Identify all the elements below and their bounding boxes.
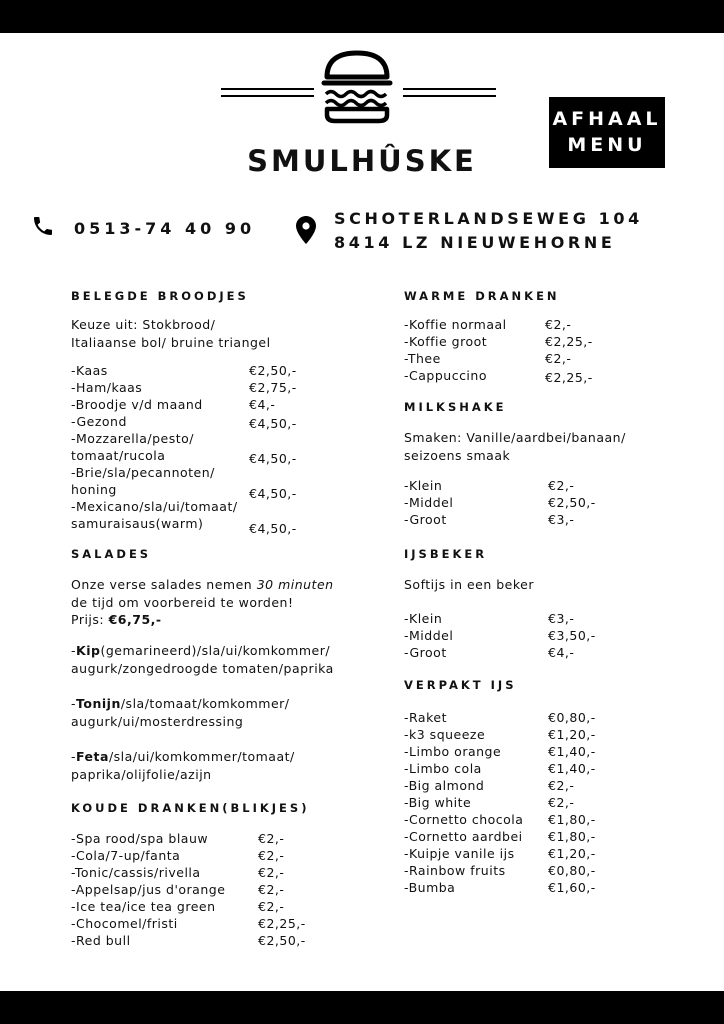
- menu-item-name: -Mexicano/sla/ui/tomaat/: [71, 499, 238, 514]
- menu-item-name: -Cornetto aardbei: [404, 829, 523, 844]
- salade-name: Kip: [76, 643, 101, 658]
- phone-number: 0513-74 40 90: [74, 219, 256, 238]
- menu-item-name: -Big almond: [404, 778, 485, 793]
- menu-item-name: -Rainbow fruits: [404, 863, 506, 878]
- menu-item-name: -Koffie normaal: [404, 317, 507, 332]
- menu-item-price: €2,-: [258, 865, 285, 880]
- menu-item-name: -Cappuccino: [404, 368, 487, 383]
- menu-item-price: €2,50,-: [548, 495, 596, 510]
- menu-item-name: -Thee: [404, 351, 441, 366]
- menu-item-price: €2,50,-: [249, 363, 297, 378]
- section-title-belegde-broodjes: BELEGDE BROODJES: [71, 289, 249, 303]
- salade-item-line-1: -Feta/sla/ui/komkommer/tomaat/: [71, 749, 295, 764]
- menu-item-price: €2,-: [258, 882, 285, 897]
- milkshake-intro: [404, 429, 626, 464]
- menu-item-price: €1,20,-: [548, 727, 596, 742]
- menu-item-price: €2,25,-: [545, 334, 593, 349]
- salades-price-line: [71, 611, 334, 629]
- menu-item-name: -Cornetto chocola: [404, 812, 524, 827]
- salade-desc: (gemarineerd)/sla/ui/komkommer/: [100, 643, 331, 658]
- menu-item-name: -Ice tea/ice tea green: [71, 899, 216, 914]
- salades-price: €6,75,-: [108, 612, 162, 627]
- menu-item-name: -Bumba: [404, 880, 456, 895]
- salade-name: Tonijn: [76, 696, 121, 711]
- menu-item-name: -Cola/7-up/fanta: [71, 848, 181, 863]
- menu-item-name: -Groot: [404, 512, 447, 527]
- menu-item-price: €3,50,-: [548, 628, 596, 643]
- menu-item-name-line-2: samuraisaus(warm): [71, 516, 204, 531]
- menu-item-price: €4,-: [548, 645, 575, 660]
- salades-intro-text: Onze verse salades nemen: [71, 577, 257, 592]
- menu-item-price: €2,-: [548, 478, 575, 493]
- salade-desc-line-2: paprika/olijfolie/azijn: [71, 766, 212, 782]
- ijsbeker-intro: Softijs in een beker: [404, 577, 534, 592]
- brand-title: SMULHÛSKE: [247, 144, 477, 178]
- phone-icon: [31, 214, 55, 238]
- salade-desc: /sla/ui/komkommer/tomaat/: [108, 749, 295, 764]
- bottom-bar: [0, 991, 724, 1024]
- section-title-salades: SALADES: [71, 547, 152, 561]
- menu-item-name: -Broodje v/d maand: [71, 397, 203, 412]
- menu-item-name: -Chocomel/fristi: [71, 916, 178, 931]
- section-title-koude-dranken: KOUDE DRANKEN(BLIKJES): [71, 801, 310, 815]
- belegde-intro: [71, 316, 271, 351]
- menu-item-price: €3,-: [548, 512, 575, 527]
- menu-item-name: -Big white: [404, 795, 472, 810]
- menu-item-name: -Middel: [404, 495, 454, 510]
- menu-item-price: €2,50,-: [258, 933, 306, 948]
- menu-item-name: -Spa rood/spa blauw: [71, 831, 209, 846]
- menu-item-name: -Mozzarella/pesto/: [71, 431, 194, 446]
- salade-item: [71, 748, 295, 783]
- menu-item-name-line-2: tomaat/rucola: [71, 448, 166, 463]
- menu-item-name: -Red bull: [71, 933, 131, 948]
- menu-item-price: €1,20,-: [548, 846, 596, 861]
- menu-item-price: €1,80,-: [548, 812, 596, 827]
- salade-desc-line-2: augurk/ui/mosterdressing: [71, 713, 244, 729]
- menu-item-price: €0,80,-: [548, 863, 596, 878]
- section-title-verpakt-ijs: VERPAKT IJS: [404, 678, 517, 692]
- salade-item: [71, 695, 290, 730]
- menu-item-price: €2,25,-: [545, 370, 593, 385]
- address: [334, 207, 643, 255]
- section-title-milkshake: MILKSHAKE: [404, 400, 507, 414]
- menu-item-price: €4,50,-: [249, 486, 297, 501]
- menu-item-price: €3,-: [548, 611, 575, 626]
- salades-price-label: Prijs:: [71, 612, 109, 627]
- menu-item-name-line-2: honing: [71, 482, 117, 497]
- menu-item-name: -Ham/kaas: [71, 380, 143, 395]
- salade-item: [71, 642, 334, 677]
- menu-item-price: €2,-: [545, 351, 572, 366]
- milkshake-intro-line-2: seizoens smaak: [404, 447, 511, 463]
- logo-line-left: [221, 88, 314, 97]
- logo-line-right: [403, 88, 496, 97]
- menu-item-price: €1,60,-: [548, 880, 596, 895]
- menu-item-name: -Limbo cola: [404, 761, 482, 776]
- menu-item-name: -Groot: [404, 645, 447, 660]
- section-title-ijsbeker: IJSBEKER: [404, 547, 488, 561]
- menu-item-name: -Klein: [404, 478, 443, 493]
- menu-item-price: €2,-: [258, 848, 285, 863]
- salades-intro-time: 30 minuten: [256, 577, 334, 592]
- menu-item-price: €2,25,-: [258, 916, 306, 931]
- menu-item-name: -k3 squeeze: [404, 727, 486, 742]
- address-line-2: 8414 LZ NIEUWEHORNE: [334, 233, 616, 252]
- menu-item-price: €1,40,-: [548, 744, 596, 759]
- menu-item-price: €4,50,-: [249, 451, 297, 466]
- menu-item-name: -Brie/sla/pecannoten/: [71, 465, 215, 480]
- menu-item-price: €2,-: [545, 317, 572, 332]
- menu-item-name: -Kuipje vanile ijs: [404, 846, 515, 861]
- menu-item-price: €1,80,-: [548, 829, 596, 844]
- salade-desc: /sla/tomaat/komkommer/: [120, 696, 290, 711]
- menu-item-price: €2,75,-: [249, 380, 297, 395]
- section-title-warme-dranken: WARME DRANKEN: [404, 289, 560, 303]
- menu-item-name: -Klein: [404, 611, 443, 626]
- burger-icon: [321, 49, 393, 125]
- menu-item-name: -Koffie groot: [404, 334, 488, 349]
- menu-item-price: €4,50,-: [249, 416, 297, 431]
- salade-item-line-1: -Kip(gemarineerd)/sla/ui/komkommer/: [71, 643, 331, 658]
- salade-desc-line-2: augurk/zongedroogde tomaten/paprika: [71, 660, 334, 676]
- menu-item-name: -Appelsap/jus d'orange: [71, 882, 226, 897]
- milkshake-intro-line-1: Smaken: Vanille/aardbei/banaan/: [404, 430, 626, 445]
- menu-item-price: €2,-: [258, 831, 285, 846]
- menu-item-name: -Middel: [404, 628, 454, 643]
- menu-item-name: -Kaas: [71, 363, 108, 378]
- address-line-1: SCHOTERLANDSEWEG 104: [334, 209, 643, 228]
- menu-item-price: €0,80,-: [548, 710, 596, 725]
- salades-intro: [71, 576, 334, 629]
- afhaal-menu-badge: [549, 97, 665, 168]
- menu-item-price: €2,-: [548, 795, 575, 810]
- menu-item-name: -Gezond: [71, 414, 127, 429]
- menu-item-price: €1,40,-: [548, 761, 596, 776]
- menu-item-price: €2,-: [258, 899, 285, 914]
- menu-item-name: -Limbo orange: [404, 744, 502, 759]
- menu-item-price: €2,-: [548, 778, 575, 793]
- menu-item-price: €4,-: [249, 397, 276, 412]
- salade-name: Feta: [76, 749, 109, 764]
- badge-line-2: MENU: [567, 134, 647, 156]
- map-pin-icon: [296, 216, 316, 244]
- salade-item-line-1: -Tonijn/sla/tomaat/komkommer/: [71, 696, 290, 711]
- belegde-intro-line-2: Italiaanse bol/ bruine triangel: [71, 334, 271, 350]
- salades-intro-line-1: [71, 576, 334, 594]
- menu-item-name: -Raket: [404, 710, 447, 725]
- top-bar: [0, 0, 724, 33]
- badge-line-1: AFHAAL: [552, 108, 662, 130]
- menu-item-name: -Tonic/cassis/rivella: [71, 865, 201, 880]
- salades-intro-line-2: de tijd om voorbereid te worden!: [71, 594, 294, 610]
- menu-item-price: €4,50,-: [249, 521, 297, 536]
- belegde-intro-line-1: Keuze uit: Stokbrood/: [71, 317, 216, 332]
